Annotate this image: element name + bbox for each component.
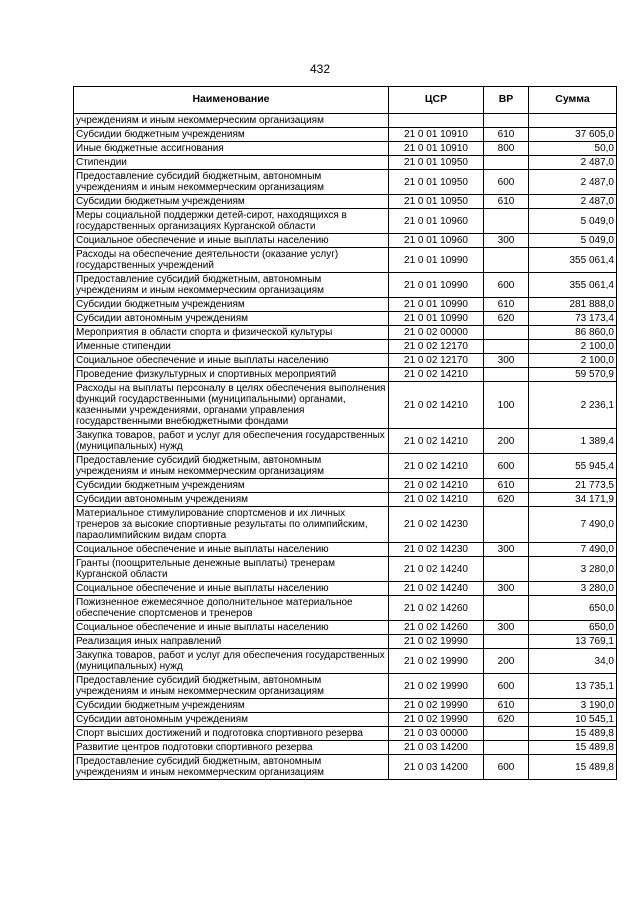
cell-csr: 21 0 01 10950 [389, 156, 484, 170]
cell-csr: 21 0 02 19990 [389, 713, 484, 727]
cell-vr [484, 368, 529, 382]
cell-vr [484, 741, 529, 755]
cell-name: Именные стипендии [74, 340, 389, 354]
table-row [74, 142, 617, 156]
table-row [74, 582, 617, 596]
cell-name: учреждениям и иным некоммерческим организациям [74, 114, 389, 128]
cell-vr: 600 [484, 755, 529, 780]
cell-name: Мероприятия в области спорта и физической культуры [74, 326, 389, 340]
cell-vr: 610 [484, 479, 529, 493]
cell-name: Проведение физкультурных и спортивных мероприятий [74, 368, 389, 382]
cell-vr: 610 [484, 195, 529, 209]
header-name: Наименование [74, 87, 389, 114]
cell-vr: 620 [484, 493, 529, 507]
cell-name: Реализация иных направлений [74, 635, 389, 649]
cell-sum: 2 487,0 [529, 195, 617, 209]
cell-vr [484, 635, 529, 649]
cell-name: Закупка товаров, работ и услуг для обеспечения государственных (муниципальных) нужд [74, 429, 389, 454]
cell-csr: 21 0 02 14230 [389, 507, 484, 543]
cell-vr: 620 [484, 312, 529, 326]
cell-name: Субсидии автономным учреждениям [74, 713, 389, 727]
cell-vr [484, 507, 529, 543]
cell-csr: 21 0 01 10910 [389, 142, 484, 156]
table-row [74, 596, 617, 621]
cell-sum: 281 888,0 [529, 298, 617, 312]
table-row [74, 713, 617, 727]
cell-csr: 21 0 01 10910 [389, 128, 484, 142]
cell-vr: 610 [484, 128, 529, 142]
table-row [74, 273, 617, 298]
cell-csr: 21 0 02 14260 [389, 621, 484, 635]
cell-name: Расходы на обеспечение деятельности (оказание услуг) государственных учреждений [74, 248, 389, 273]
cell-name: Субсидии бюджетным учреждениям [74, 298, 389, 312]
cell-sum: 13 735,1 [529, 674, 617, 699]
cell-name: Предоставление субсидий бюджетным, автономным учреждениям и иным некоммерческим организациям [74, 273, 389, 298]
cell-vr [484, 209, 529, 234]
table-row [74, 354, 617, 368]
table-row [74, 340, 617, 354]
cell-name: Субсидии автономным учреждениям [74, 312, 389, 326]
cell-vr: 300 [484, 354, 529, 368]
header-sum: Сумма [529, 87, 617, 114]
cell-csr: 21 0 02 14210 [389, 368, 484, 382]
table-row [74, 382, 617, 429]
table-row [74, 674, 617, 699]
cell-csr: 21 0 02 14210 [389, 382, 484, 429]
cell-sum: 37 605,0 [529, 128, 617, 142]
cell-vr: 200 [484, 429, 529, 454]
cell-csr: 21 0 03 14200 [389, 755, 484, 780]
cell-sum: 15 489,8 [529, 755, 617, 780]
cell-name: Гранты (поощрительные денежные выплаты) тренерам Курганской области [74, 557, 389, 582]
cell-sum: 59 570,9 [529, 368, 617, 382]
table-row [74, 543, 617, 557]
table-header-row [74, 87, 617, 114]
table-row [74, 699, 617, 713]
cell-name: Развитие центров подготовки спортивного резерва [74, 741, 389, 755]
cell-vr [484, 248, 529, 273]
table-row [74, 507, 617, 543]
cell-name: Социальное обеспечение и иные выплаты населению [74, 354, 389, 368]
cell-sum: 34 171,9 [529, 493, 617, 507]
cell-sum: 7 490,0 [529, 507, 617, 543]
cell-name: Субсидии автономным учреждениям [74, 493, 389, 507]
cell-sum: 3 280,0 [529, 557, 617, 582]
cell-csr: 21 0 02 12170 [389, 354, 484, 368]
cell-sum: 10 545,1 [529, 713, 617, 727]
cell-name: Материальное стимулирование спортсменов и их личных тренеров за высокие спортивные результаты по олимпийским, параолимпийским видам спорта [74, 507, 389, 543]
cell-vr [484, 340, 529, 354]
cell-csr: 21 0 01 10990 [389, 312, 484, 326]
table-row [74, 128, 617, 142]
cell-vr: 620 [484, 713, 529, 727]
table-row [74, 635, 617, 649]
cell-sum: 3 190,0 [529, 699, 617, 713]
cell-csr: 21 0 02 14240 [389, 582, 484, 596]
cell-name: Закупка товаров, работ и услуг для обеспечения государственных (муниципальных) нужд [74, 649, 389, 674]
cell-sum: 55 945,4 [529, 454, 617, 479]
cell-sum: 21 773,5 [529, 479, 617, 493]
cell-sum: 15 489,8 [529, 741, 617, 755]
cell-vr: 300 [484, 582, 529, 596]
cell-csr: 21 0 02 14210 [389, 493, 484, 507]
cell-vr: 600 [484, 170, 529, 195]
cell-sum: 1 389,4 [529, 429, 617, 454]
cell-vr: 610 [484, 298, 529, 312]
cell-name: Спорт высших достижений и подготовка спортивного резерва [74, 727, 389, 741]
cell-sum: 3 280,0 [529, 582, 617, 596]
table-row [74, 755, 617, 780]
cell-vr: 300 [484, 543, 529, 557]
table-row [74, 479, 617, 493]
table-row [74, 195, 617, 209]
table-row [74, 429, 617, 454]
table-row [74, 156, 617, 170]
cell-name: Предоставление субсидий бюджетным, автономным учреждениям и иным некоммерческим организациям [74, 454, 389, 479]
cell-name: Пожизненное ежемесячное дополнительное материальное обеспечение спортсменов и тренеров [74, 596, 389, 621]
cell-vr: 200 [484, 649, 529, 674]
cell-vr [484, 727, 529, 741]
cell-name: Предоставление субсидий бюджетным, автономным учреждениям и иным некоммерческим организациям [74, 170, 389, 195]
cell-csr: 21 0 02 14260 [389, 596, 484, 621]
cell-csr: 21 0 03 00000 [389, 727, 484, 741]
cell-name: Стипендии [74, 156, 389, 170]
cell-vr: 600 [484, 273, 529, 298]
cell-sum: 34,0 [529, 649, 617, 674]
table-body [74, 114, 617, 780]
table-row [74, 326, 617, 340]
cell-csr: 21 0 02 14210 [389, 479, 484, 493]
cell-sum: 650,0 [529, 596, 617, 621]
cell-name: Социальное обеспечение и иные выплаты населению [74, 621, 389, 635]
cell-name: Предоставление субсидий бюджетным, автономным учреждениям и иным некоммерческим организациям [74, 755, 389, 780]
cell-sum: 650,0 [529, 621, 617, 635]
cell-vr [484, 114, 529, 128]
cell-csr: 21 0 01 10960 [389, 209, 484, 234]
table-row [74, 649, 617, 674]
budget-table [73, 86, 617, 780]
cell-csr [389, 114, 484, 128]
cell-vr: 100 [484, 382, 529, 429]
cell-sum: 7 490,0 [529, 543, 617, 557]
table-row [74, 741, 617, 755]
cell-csr: 21 0 02 14240 [389, 557, 484, 582]
table-row [74, 114, 617, 128]
cell-sum: 50,0 [529, 142, 617, 156]
cell-sum: 5 049,0 [529, 209, 617, 234]
cell-name: Социальное обеспечение и иные выплаты населению [74, 234, 389, 248]
table-row [74, 727, 617, 741]
cell-vr: 600 [484, 454, 529, 479]
cell-sum: 2 100,0 [529, 354, 617, 368]
cell-name: Социальное обеспечение и иные выплаты населению [74, 543, 389, 557]
cell-csr: 21 0 02 00000 [389, 326, 484, 340]
cell-sum [529, 114, 617, 128]
cell-sum: 73 173,4 [529, 312, 617, 326]
table-row [74, 454, 617, 479]
cell-name: Субсидии бюджетным учреждениям [74, 128, 389, 142]
cell-csr: 21 0 03 14200 [389, 741, 484, 755]
cell-sum: 2 236,1 [529, 382, 617, 429]
cell-csr: 21 0 02 14210 [389, 429, 484, 454]
header-csr: ЦСР [389, 87, 484, 114]
cell-vr [484, 596, 529, 621]
cell-csr: 21 0 02 14210 [389, 454, 484, 479]
table-row [74, 368, 617, 382]
cell-sum: 355 061,4 [529, 273, 617, 298]
cell-csr: 21 0 02 19990 [389, 635, 484, 649]
cell-csr: 21 0 02 19990 [389, 699, 484, 713]
table-row [74, 312, 617, 326]
table-row [74, 170, 617, 195]
table-row [74, 298, 617, 312]
cell-name: Субсидии бюджетным учреждениям [74, 195, 389, 209]
cell-csr: 21 0 01 10950 [389, 170, 484, 195]
table-row [74, 493, 617, 507]
cell-csr: 21 0 02 12170 [389, 340, 484, 354]
cell-sum: 13 769,1 [529, 635, 617, 649]
table-row [74, 209, 617, 234]
cell-name: Предоставление субсидий бюджетным, автономным учреждениям и иным некоммерческим организациям [74, 674, 389, 699]
cell-csr: 21 0 01 10960 [389, 234, 484, 248]
cell-csr: 21 0 02 14230 [389, 543, 484, 557]
cell-vr: 300 [484, 234, 529, 248]
page-number: 432 [309, 62, 331, 76]
cell-vr: 600 [484, 674, 529, 699]
cell-csr: 21 0 01 10990 [389, 273, 484, 298]
cell-csr: 21 0 01 10950 [389, 195, 484, 209]
cell-name: Иные бюджетные ассигнования [74, 142, 389, 156]
cell-name: Расходы на выплаты персоналу в целях обеспечения выполнения функций государственными (муниципальными) органами, казенными учреждениями, органами управления государственными внебюджетными фондами [74, 382, 389, 429]
table-row [74, 248, 617, 273]
cell-sum: 15 489,8 [529, 727, 617, 741]
cell-sum: 2 487,0 [529, 156, 617, 170]
cell-vr: 800 [484, 142, 529, 156]
cell-csr: 21 0 02 19990 [389, 649, 484, 674]
cell-name: Субсидии бюджетным учреждениям [74, 479, 389, 493]
cell-sum: 2 100,0 [529, 340, 617, 354]
table-row [74, 621, 617, 635]
cell-sum: 2 487,0 [529, 170, 617, 195]
cell-vr: 610 [484, 699, 529, 713]
cell-sum: 5 049,0 [529, 234, 617, 248]
cell-csr: 21 0 01 10990 [389, 298, 484, 312]
cell-vr [484, 326, 529, 340]
cell-vr [484, 156, 529, 170]
cell-name: Субсидии бюджетным учреждениям [74, 699, 389, 713]
cell-name: Меры социальной поддержки детей-сирот, находящихся в государственных организациях Курганской области [74, 209, 389, 234]
cell-csr: 21 0 01 10990 [389, 248, 484, 273]
header-vr: ВР [484, 87, 529, 114]
table-row [74, 234, 617, 248]
cell-vr [484, 557, 529, 582]
cell-name: Социальное обеспечение и иные выплаты населению [74, 582, 389, 596]
cell-sum: 86 860,0 [529, 326, 617, 340]
table-row [74, 557, 617, 582]
cell-sum: 355 061,4 [529, 248, 617, 273]
cell-csr: 21 0 02 19990 [389, 674, 484, 699]
cell-vr: 300 [484, 621, 529, 635]
